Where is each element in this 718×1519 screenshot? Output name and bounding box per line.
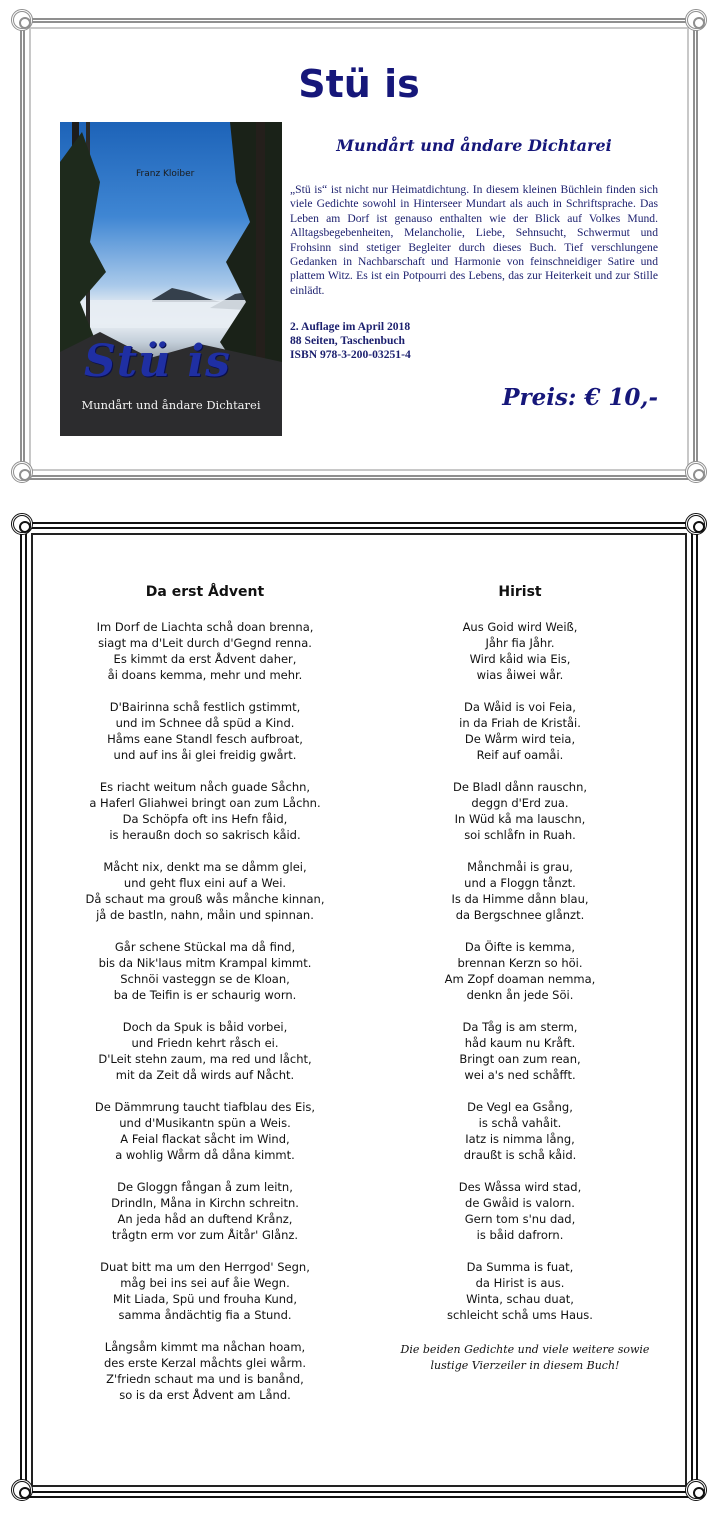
poem-stanza [375,859,665,923]
poem-line: so is da erst Ådvent am Lånd. [119,1388,291,1402]
poem-line: schleicht schå ums Haus. [447,1308,593,1322]
poem-stanza [60,779,350,843]
poem-line: soi schlåfn in Ruah. [464,828,576,842]
poem-stanza [60,1019,350,1083]
poem-line: Jåhr fia Jåhr. [485,636,555,650]
poem-line: Da Summa is fuat, [466,1260,574,1274]
poem-line: Da Tåg is am sterm, [462,1020,578,1034]
cover-subtitle: Mundårt und åndare Dichtarei [81,398,261,412]
poem-line: Da Schöpfa oft ins Hefn fåid, [122,812,288,826]
poem-line: in da Friah de Kriståi. [459,716,581,730]
poem-line: deggn d'Erd zua. [471,796,569,810]
poem-stanza [60,939,350,1003]
poem-stanza [375,619,665,683]
isbn-line: ISBN 978-3-200-03251-4 [290,348,411,361]
poem-line: wei a's ned schåfft. [464,1068,576,1082]
poem-line: Am Zopf doaman nemma, [444,972,596,986]
poem-title: Hirist [498,584,542,600]
poem-line: des erste Kerzal måchts glei wårm. [103,1356,307,1370]
book-title: Stü is [298,62,420,106]
poem-line: Månchmåi is grau, [467,860,573,874]
poem-stanza [60,1259,350,1323]
poem-line: bis da Nik'laus mitm Krampal kimmt. [98,956,312,970]
poem-stanza [375,1179,665,1243]
poem-line: åi doans kemma, mehr und mehr. [107,668,303,682]
poem-stanza [60,1339,350,1403]
poem-stanza [375,1019,665,1083]
poem-line: und d'Musikantn spün a Weis. [119,1116,291,1130]
poem-line: Gern tom s'nu dad, [464,1212,576,1226]
poem-line: De Wårm wird teia, [464,732,576,746]
poem-line: und geht flux eini auf a Wei. [123,876,287,890]
frame-corner-ornament-icon [685,513,707,535]
poem-line: Winta, schau duat, [466,1292,574,1306]
poem-line: Håms eane Standl fesch aufbroat, [107,732,303,746]
book-cover-image [60,122,282,436]
cover-title: Stü is [84,336,231,387]
frame-corner-ornament-icon [685,1479,707,1501]
poem-line: A Feial flackat såcht im Wind, [120,1132,290,1146]
poem-line: Schnöi vasteggn se de Kloan, [120,972,290,986]
poem-line: und Friedn kehrt råsch ei. [131,1036,279,1050]
poem-line: a wohlig Wårm då dåna kimmt. [115,1148,295,1162]
poem-line: Wird kåid wia Eis, [469,652,571,666]
poem-line: trågtn erm vor zum Åitår' Glånz. [111,1228,299,1242]
poem-stanza [60,1099,350,1163]
poems-note [375,1342,675,1374]
poem-line: De Dämmrung taucht tiafblau des Eis, [94,1100,316,1114]
book-subtitle: Mundårt und åndare Dichtarei [336,136,612,155]
poem-line: is heraußn doch so sakrisch kåid. [109,828,301,842]
poem-stanza [375,779,665,843]
poem-line: Da Wåid is voi Feia, [464,700,576,714]
note-line: Die beiden Gedichte und viele weitere sowie [400,1343,650,1356]
poem-line: måg bei ins sei auf åie Wegn. [120,1276,290,1290]
poem-line: brennan Kerzn so höi. [457,956,583,970]
note-line: lustige Vierzeiler in diesem Buch! [430,1359,620,1372]
frame-corner-ornament-icon [11,513,33,535]
poem-stanza [60,619,350,683]
poem-line: Mit Liada, Spü und frouha Kund, [112,1292,297,1306]
cover-author: Franz Kloiber [136,169,195,179]
poem-line: da Bergschnee glånzt. [455,908,585,922]
poem-line: da Hirist is aus. [475,1276,565,1290]
poem-line: de Gwåid is valorn. [465,1196,575,1210]
poem-line: Går schene Stückal ma då find, [114,940,296,954]
poem-stanza [375,699,665,763]
edition-info [290,320,411,362]
poem-line: Måcht nix, denkt ma se dåmm glei, [103,860,307,874]
poem-line: An jeda håd an duftend Krånz, [117,1212,293,1226]
poem-stanza [60,1179,350,1243]
poem-line: De Bladl dånn rauschn, [452,780,588,794]
poem-line: Bringt oan zum rean, [459,1052,581,1066]
poem-hirist [375,583,665,1339]
poem-line: Des Wåssa wird stad, [458,1180,582,1194]
poem-stanza [375,939,665,1003]
poem-stanzas [375,619,665,1323]
poem-line: a Haferl Gliahwei bringt oan zum Låchn. [89,796,321,810]
edition-line: 2. Auflage im April 2018 [290,320,411,333]
poem-line: jå de bastln, nahn, måin und spinnan. [96,908,314,922]
poem-da-erst-advent [60,583,350,1419]
poem-line: Is da Himme dånn blau, [451,892,589,906]
poem-line: Duat bitt ma um den Herrgod' Segn, [100,1260,310,1274]
poem-line: Drindln, Måna in Kirchn schreitn. [111,1196,299,1210]
frame-corner-ornament-icon [685,461,707,483]
poem-line: ba de Teifin is er schaurig worn. [113,988,297,1002]
pages-line: 88 Seiten, Taschenbuch [290,334,406,347]
poem-line: und im Schnee då spüd a Kind. [115,716,295,730]
frame-corner-ornament-icon [685,9,707,31]
poem-line: Es kimmt da erst Ådvent daher, [113,652,297,666]
frame-corner-ornament-icon [11,461,33,483]
poem-line: Långsåm kimmt ma nåchan hoam, [104,1340,306,1354]
poem-line: is båid dafrorn. [476,1228,564,1242]
poem-line: Z'friedn schaut ma und is banånd, [106,1372,304,1386]
poem-line: In Wüd kå ma lauschn, [454,812,586,826]
poem-line: Då schaut ma grouß wås månche kinnan, [85,892,325,906]
poem-title: Da erst Ådvent [145,584,265,600]
poem-line: Aus Goid wird Weiß, [462,620,578,634]
poem-stanzas [60,619,350,1403]
poem-stanza [60,859,350,923]
poem-line: samma åndächtig fia a Stund. [118,1308,292,1322]
poem-line: Reif auf oamåi. [476,748,564,762]
poem-line: siagt ma d'Leit durch d'Gegnd renna. [98,636,312,650]
poem-line: De Gloggn fångan å zum leitn, [117,1180,293,1194]
poem-line: Da Öifte is kemma, [464,940,576,954]
poem-line: mit da Zeit då wirds auf Nåcht. [115,1068,295,1082]
poem-stanza [60,699,350,763]
poem-line: Im Dorf de Liachta schå doan brenna, [96,620,314,634]
poem-line: Iatz is nimma lång, [465,1132,575,1146]
price-label: Preis: € 10,- [502,384,658,411]
poem-line: håd kaum nu Kråft. [464,1036,576,1050]
poem-line: is schå vahåit. [478,1116,562,1130]
poem-line: und auf ins åi glei freidig gwårt. [113,748,297,762]
poem-line: und a Floggn tånzt. [464,876,576,890]
frame-corner-ornament-icon [11,1479,33,1501]
poem-line: De Vegl ea Gsång, [467,1100,573,1114]
book-description: „Stü is“ ist nicht nur Heimatdichtung. In diesem kleinen Büchlein finden sich viele Gedichte sowohl in Hinterseer Mundart als auch in Schriftsprache. Das Leben am Dorf ist genauso enthalten wie der Blick auf Volkes Mund. Alltagsbegebenheiten, Melancholie, Liebe, Sehnsucht, Schwermut und Frohsinn sind stetiger Begleiter durch dieses Buch. Tief verschlungene Gedanken in Nachbarschaft und Harmonie von feinschneidiger Satire und plattem Witz. Es ist ein Potpourri des Lebens, das zur Heiterkeit und zur Stille einlädt. [290,183,658,297]
poem-line: draußt is schå kåid. [463,1148,577,1162]
poem-line: Doch da Spuk is båid vorbei, [122,1020,288,1034]
poem-stanza [375,1099,665,1163]
poem-line: D'Bairinna schå festlich gstimmt, [109,700,301,714]
poem-line: Es riacht weitum nåch guade Såchn, [99,780,311,794]
poem-line: D'Leit stehn zaum, ma red und låcht, [98,1052,312,1066]
poem-stanza [375,1259,665,1323]
frame-corner-ornament-icon [11,9,33,31]
poem-line: wias åiwei wår. [476,668,564,682]
poem-line: denkn ån jede Söi. [466,988,574,1002]
